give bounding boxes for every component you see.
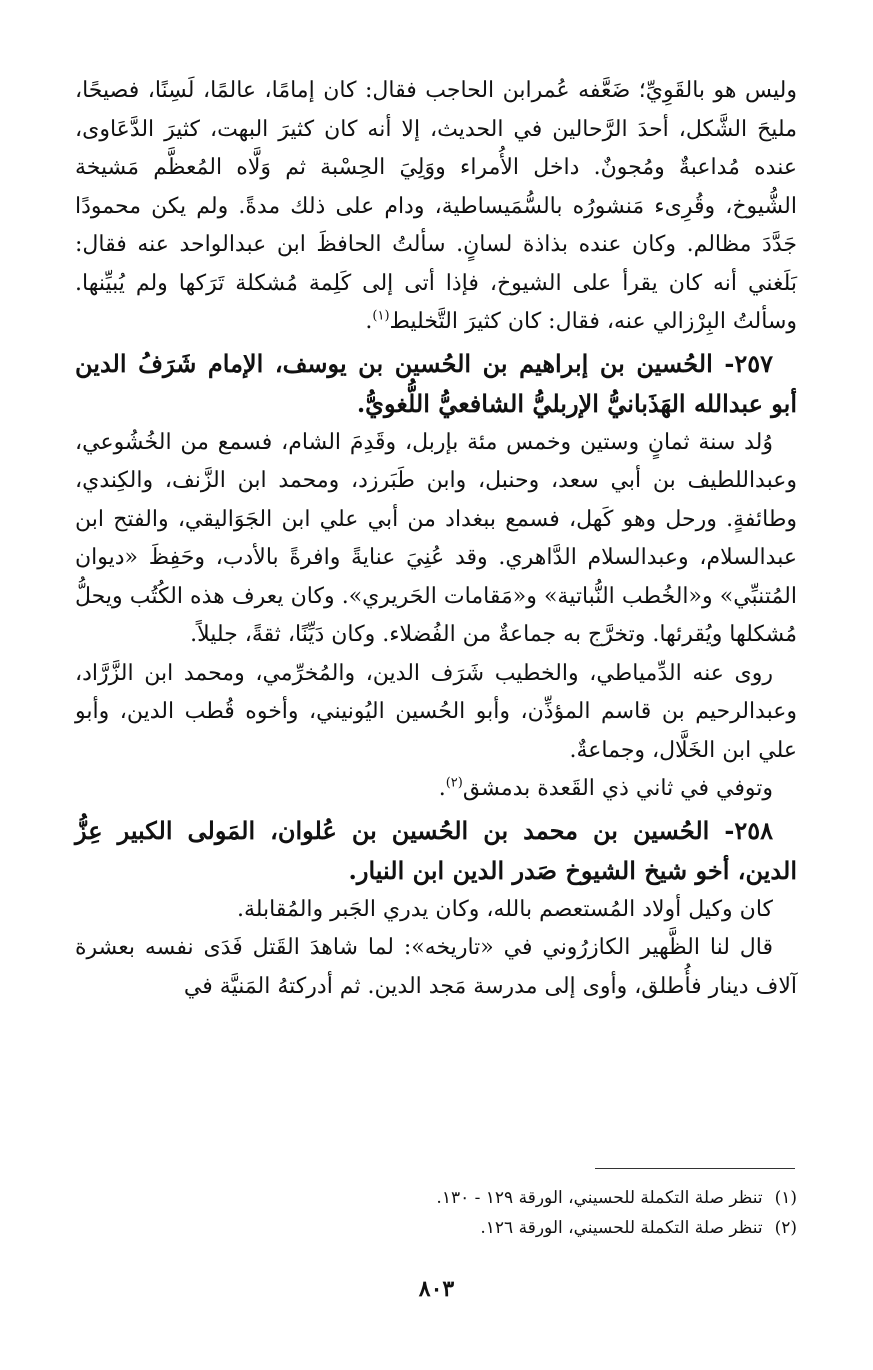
footnote-1 <box>75 1183 797 1213</box>
paragraph-death <box>75 770 797 809</box>
entry-heading-258 <box>75 811 797 891</box>
paragraph-end: . <box>438 776 446 801</box>
entry-number: ٢٥٧- <box>724 348 773 378</box>
entry-heading-257 <box>75 344 797 424</box>
footnote-divider <box>595 1168 795 1169</box>
paragraph-end: . <box>365 309 373 334</box>
footnotes <box>75 1183 797 1243</box>
paragraph-text: وتوفي في ثاني ذي القَعدة بدمشق <box>462 776 773 801</box>
footnote-ref-1[interactable]: (١) <box>372 308 390 324</box>
paragraph-biography-continuation <box>75 72 797 342</box>
entry-title: الحُسين بن محمد بن الحُسين بن عُلوان، المَولى الكبير عِزُّ الدين، أخو شيخ الشيوخ صَدر الدين ابن النيار. <box>75 815 797 885</box>
entry-number: ٢٥٨- <box>724 815 774 845</box>
paragraph-birth-and-study: وُلد سنة ثمانٍ وستين وخمس مئة بإربل، وقَدِمَ الشام، فسمع من الخُشُوعي، وعبداللطيف بن أبي سعد، وحنبل، وابن طَبَرزد، ومحمد ابن الزَّنف، والكِندي، وطائفةٍ. ورحل وهو كَهل، فسمع ببغداد من أبي علي ابن الجَوَاليقي، والفتح ابن عبدالسلام، وعبدالسلام الدَّاهري. وقد عُنِيَ عنايةً وافرةً بالأدب، وحَفِظَ «ديوان المُتنبِّي» و«الخُطب النُّباتية» و«مَقامات الحَريري». وكان يعرف هذه الكُتُب ويحلُّ مُشكلها ويُقرئها. وتخرَّج به جماعةٌ من الفُضلاء. وكان دَيِّنًا، ثقةً، جليلاً. <box>75 429 797 647</box>
paragraph-text: وليس هو بالقَوِيِّ؛ ضَعَّفه عُمرابن الحاجب فقال: كان إمامًا، عالمًا، لَسِنًا، فصيحًا، مليحَ الشَّكل، أحدَ الرَّحالين في الحديث، إلا أنه كان كثيرَ البهت، كثيرَ الدَّعَاوى، عنده مُداعبةٌ ومُجونٌ. داخل الأُمراء ووَلِيَ الحِسْبة ثم وَلَّاه المُعظَّم مَشيخة الشُّيوخ، وقُرِىء مَنشورُه بالسُّمَيساطية، ودام على ذلك مدةً. ولم يكن محمودًا جَدَّدَ مظالم. وكان عنده بذاذة لسانٍ. سألتُ الحافظَ ابن عبدالواحد عنه فقال: بَلَغني أنه كان يقرأ على الشيوخ، فإذا أتى إلى كَلِمة مُشكلة تَرَكها ولم يُبيِّنها. وسألتُ البِرْزالي عنه، فقال: كان كثيرَ التَّخليط <box>75 78 797 334</box>
footnote-text: تنظر صلة التكملة للحسيني، الورقة ١٢٦. <box>480 1218 763 1238</box>
entry-title: الحُسين بن إبراهيم بن الحُسين بن يوسف، الإمام شَرَفُ الدين أبو عبدالله الهَذَبانيُّ الإربليُّ الشافعيُّ اللُّغويُّ. <box>75 348 797 418</box>
footnote-ref-2[interactable]: (٢) <box>445 775 463 791</box>
paragraph-role: كان وكيل أولاد المُستعصم بالله، وكان يدري الجَبر والمُقابلة. <box>236 896 773 922</box>
footnote-mark: (١) <box>774 1188 797 1208</box>
page-body <box>75 72 797 1006</box>
paragraph-quote: قال لنا الظَّهير الكازرُوني في «تاريخه»: لما شاهدَ القَتل فَدَى نفسه بعشرة آلاف دينار فأُطلق، وأوى إلى مدرسة مَجد الدين. ثم أدركتهُ المَنيَّة في <box>75 935 797 999</box>
footnote-mark: (٢) <box>774 1218 797 1238</box>
page-number: ٨٠٣ <box>418 1276 455 1302</box>
footnote-2 <box>75 1213 797 1243</box>
paragraph-narrators: روى عنه الدِّمياطي، والخطيب شَرَف الدين، والمُخرِّمي، ومحمد ابن الزَّرَّاد، وعبدالرحيم بن قاسم المؤذِّن، وأبو الحُسين اليُونيني، وأخوه قُطب الدين، وأبو علي ابن الخَلَّال، وجماعةٌ. <box>75 660 797 763</box>
footnote-text: تنظر صلة التكملة للحسيني، الورقة ١٢٩ - ١٣٠. <box>436 1188 763 1208</box>
